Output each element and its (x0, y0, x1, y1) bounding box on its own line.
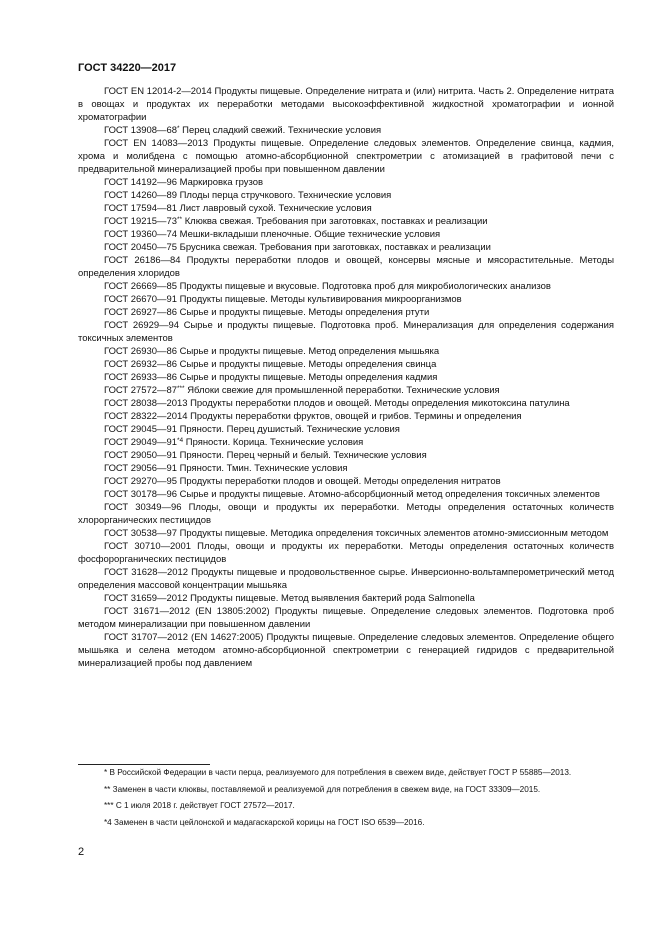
reference-code: ГОСТ 30538—97 (104, 528, 177, 539)
reference-title: Продукты пищевые. Определение следовых элементов. Определение свинца, кадмия, хрома и молибдена с помощью атомно-абсорбционной спектрометрии с атомизацией в графитовой печи с предварительной минерализацией пробы при повышенном давлении (78, 138, 614, 175)
reference-item (78, 631, 614, 670)
reference-title: Продукты переработки плодов и овощей. Методы определения микотоксина патулина (190, 398, 570, 409)
reference-title: Продукты пищевые. Методы культивирования микроорганизмов (179, 294, 462, 305)
reference-code: ГОСТ 13908—68 (104, 125, 177, 136)
reference-title: Сырье и продукты пищевые. Методы определения кадмия (179, 372, 438, 383)
reference-code: ГОСТ 14192—96 (104, 177, 177, 188)
reference-item (78, 488, 614, 501)
reference-code: ГОСТ 26932—86 (104, 359, 177, 370)
reference-item (78, 592, 614, 605)
reference-title: Продукты пищевые. Определение нитрата и (или) нитрита. Часть 2. Определение нитрата в овощах и продуктах их переработки методами высокоэффективной жидкостной хроматографии и ионной хроматографии (78, 86, 615, 123)
reference-item (78, 137, 614, 176)
reference-item (78, 449, 614, 462)
reference-title: Пряности. Перец черный и белый. Технические условия (179, 450, 427, 461)
reference-item (78, 371, 614, 384)
reference-code: ГОСТ 30349—96 (104, 502, 182, 513)
reference-title: Клюква свежая. Требования при заготовках, поставках и реализации (184, 216, 488, 227)
reference-item (78, 202, 614, 215)
reference-title: Продукты пищевые и продовольственное сырье. Инверсионно-вольтамперометрический метод определения массовой концентрации мышьяка (78, 567, 614, 591)
reference-title: Сырье и продукты пищевые. Методы определения ртути (179, 307, 430, 318)
reference-title: Перец сладкий свежий. Технические условия (182, 125, 382, 136)
reference-code: ГОСТ 26669—85 (104, 281, 177, 292)
footnote-marker: *** (177, 385, 185, 392)
page-header-title: ГОСТ 34220—2017 (78, 62, 177, 74)
reference-code: ГОСТ 29056—91 (104, 463, 177, 474)
reference-code: ГОСТ 30710—2001 (104, 541, 192, 552)
reference-title: Продукты переработки фруктов, овощей и грибов. Термины и определения (190, 411, 522, 422)
reference-code: ГОСТ 28038—2013 (104, 398, 188, 409)
reference-code: ГОСТ 26927—86 (104, 307, 177, 318)
reference-code: ГОСТ 31659—2012 (104, 593, 188, 604)
reference-code: ГОСТ 26670—91 (104, 294, 177, 305)
reference-title: Плоды, овощи и продукты их переработки. Методы определения остаточных количеств хлорорганических пестицидов (78, 502, 614, 526)
reference-item (78, 228, 614, 241)
reference-item (78, 605, 614, 631)
reference-title: Продукты переработки плодов и овощей. Методы определения нитратов (179, 476, 501, 487)
reference-title: Сырье и продукты пищевые. Методы определения свинца (179, 359, 437, 370)
reference-code: ГОСТ 26929—94 (104, 320, 180, 331)
reference-item (78, 462, 614, 475)
reference-code: ГОСТ 14260—89 (104, 190, 177, 201)
page-number: 2 (78, 846, 85, 858)
reference-item (78, 384, 614, 397)
reference-title: Плоды, овощи и продукты их переработки. Методы определения остаточных количеств фосфорорганических пестицидов (78, 541, 614, 565)
reference-item (78, 176, 614, 189)
reference-code: ГОСТ 30178—96 (104, 489, 177, 500)
reference-item (78, 319, 614, 345)
reference-item (78, 254, 614, 280)
reference-title: Сырье и продукты пищевые. Метод определения мышьяка (179, 346, 440, 357)
reference-code: ГОСТ 27572—87 (104, 385, 177, 396)
reference-title: Лист лавровый сухой. Технические условия (179, 203, 372, 214)
reference-item (78, 189, 614, 202)
reference-code: ГОСТ 19215—73 (104, 216, 177, 227)
reference-code: ГОСТ 17594—81 (104, 203, 177, 214)
footnote-text: Заменен в части клюквы, поставляемой и реализуемой для потребления в свежем виде, на ГОСТ 33309—2015. (112, 784, 541, 794)
reference-code: ГОСТ 29049—91 (104, 437, 177, 448)
footnote-marker: ** (177, 216, 183, 223)
reference-code: ГОСТ 26933—86 (104, 372, 177, 383)
reference-item (78, 345, 614, 358)
reference-item (78, 241, 614, 254)
reference-title: Продукты пищевые. Определение следовых элементов. Определение общего мышьяка и селена методом атомно-абсорбционной спектрометрии с генерацией гидридов с предварительной минерализацией пробы под давлением (78, 632, 614, 669)
reference-item (78, 358, 614, 371)
reference-item (78, 527, 614, 540)
footnote-text: С 1 июля 2018 г. действует ГОСТ 27572—2017. (115, 801, 295, 810)
reference-code: ГОСТ 29050—91 (104, 450, 177, 461)
footnote-marker: * (177, 125, 180, 132)
reference-title: Продукты переработки плодов и овощей, консервы мясные и мясорастительные. Методы определения хлоридов (78, 255, 614, 279)
reference-title: Пряности. Корица. Технические условия (185, 437, 364, 448)
reference-item (78, 501, 614, 527)
reference-code: ГОСТ 26186—84 (104, 255, 181, 266)
reference-item (78, 280, 614, 293)
reference-item (78, 306, 614, 319)
reference-title: Плоды перца стручкового. Технические условия (179, 190, 392, 201)
reference-item (78, 540, 614, 566)
footnote-mark: * (104, 768, 108, 777)
reference-title: Маркировка грузов (179, 177, 263, 188)
footnote-item (78, 800, 614, 813)
reference-item (78, 293, 614, 306)
footnote-divider (78, 764, 210, 765)
reference-item (78, 85, 614, 124)
footnote-text: Заменен в части цейлонской и мадагаскарской корицы на ГОСТ ISO 6539—2016. (114, 817, 425, 827)
reference-code: ГОСТ 29270—95 (104, 476, 177, 487)
reference-item (78, 566, 614, 592)
reference-code: ГОСТ EN 14083—2013 (104, 138, 209, 149)
footnote-mark: *4 (104, 817, 112, 827)
reference-item (78, 215, 614, 228)
reference-title: Продукты пищевые и вкусовые. Подготовка проб для микробиологических анализов (179, 281, 551, 292)
footnote-item (78, 767, 614, 780)
footnote-marker: *4 (177, 437, 184, 444)
reference-item (78, 124, 614, 137)
reference-title: Сырье и продукты пищевые. Подготовка проб. Минерализация для определения содержания токсичных элементов (78, 320, 614, 344)
reference-title: Сырье и продукты пищевые. Атомно-абсорбционный метод определения токсичных элементов (179, 489, 600, 500)
reference-code: ГОСТ 19360—74 (104, 229, 177, 240)
footnote-item (78, 784, 614, 797)
reference-item (78, 397, 614, 410)
reference-title: Продукты пищевые. Методика определения токсичных элементов атомно-эмиссионным методом (179, 528, 609, 539)
reference-code: ГОСТ 31707—2012 (EN 14627:2005) (104, 632, 264, 643)
reference-title: Продукты пищевые. Определение следовых элементов. Подготовка проб методом минерализации при повышенном давлении (78, 606, 614, 630)
footnote-item (78, 817, 614, 830)
footnotes (78, 767, 614, 833)
reference-title: Брусника свежая. Требования при заготовках, поставках и реализации (179, 242, 491, 253)
reference-item (78, 410, 614, 423)
footnote-text: В Российской Федерации в части перца, реализуемого для потребления в свежем виде, действует ГОСТ Р 55885—2013. (109, 768, 572, 777)
reference-code: ГОСТ 31671—2012 (EN 13805:2002) (104, 606, 270, 617)
reference-code: ГОСТ 29045—91 (104, 424, 177, 435)
footnote-mark: ** (104, 784, 111, 794)
reference-item (78, 475, 614, 488)
reference-code: ГОСТ 20450—75 (104, 242, 177, 253)
reference-code: ГОСТ EN 12014-2—2014 (104, 86, 212, 97)
reference-title: Продукты пищевые. Метод выявления бактерий рода Salmonella (190, 593, 475, 604)
reference-code: ГОСТ 26930—86 (104, 346, 177, 357)
reference-item (78, 436, 614, 449)
reference-title: Пряности. Перец душистый. Технические условия (179, 424, 400, 435)
normative-references-list (78, 85, 614, 670)
reference-title: Яблоки свежие для промышленной переработки. Технические условия (187, 385, 500, 396)
reference-code: ГОСТ 28322—2014 (104, 411, 188, 422)
footnote-mark: *** (104, 801, 114, 810)
reference-item (78, 423, 614, 436)
reference-code: ГОСТ 31628—2012 (104, 567, 188, 578)
reference-title: Пряности. Тмин. Технические условия (179, 463, 348, 474)
reference-title: Мешки-вкладыши пленочные. Общие технические условия (179, 229, 441, 240)
